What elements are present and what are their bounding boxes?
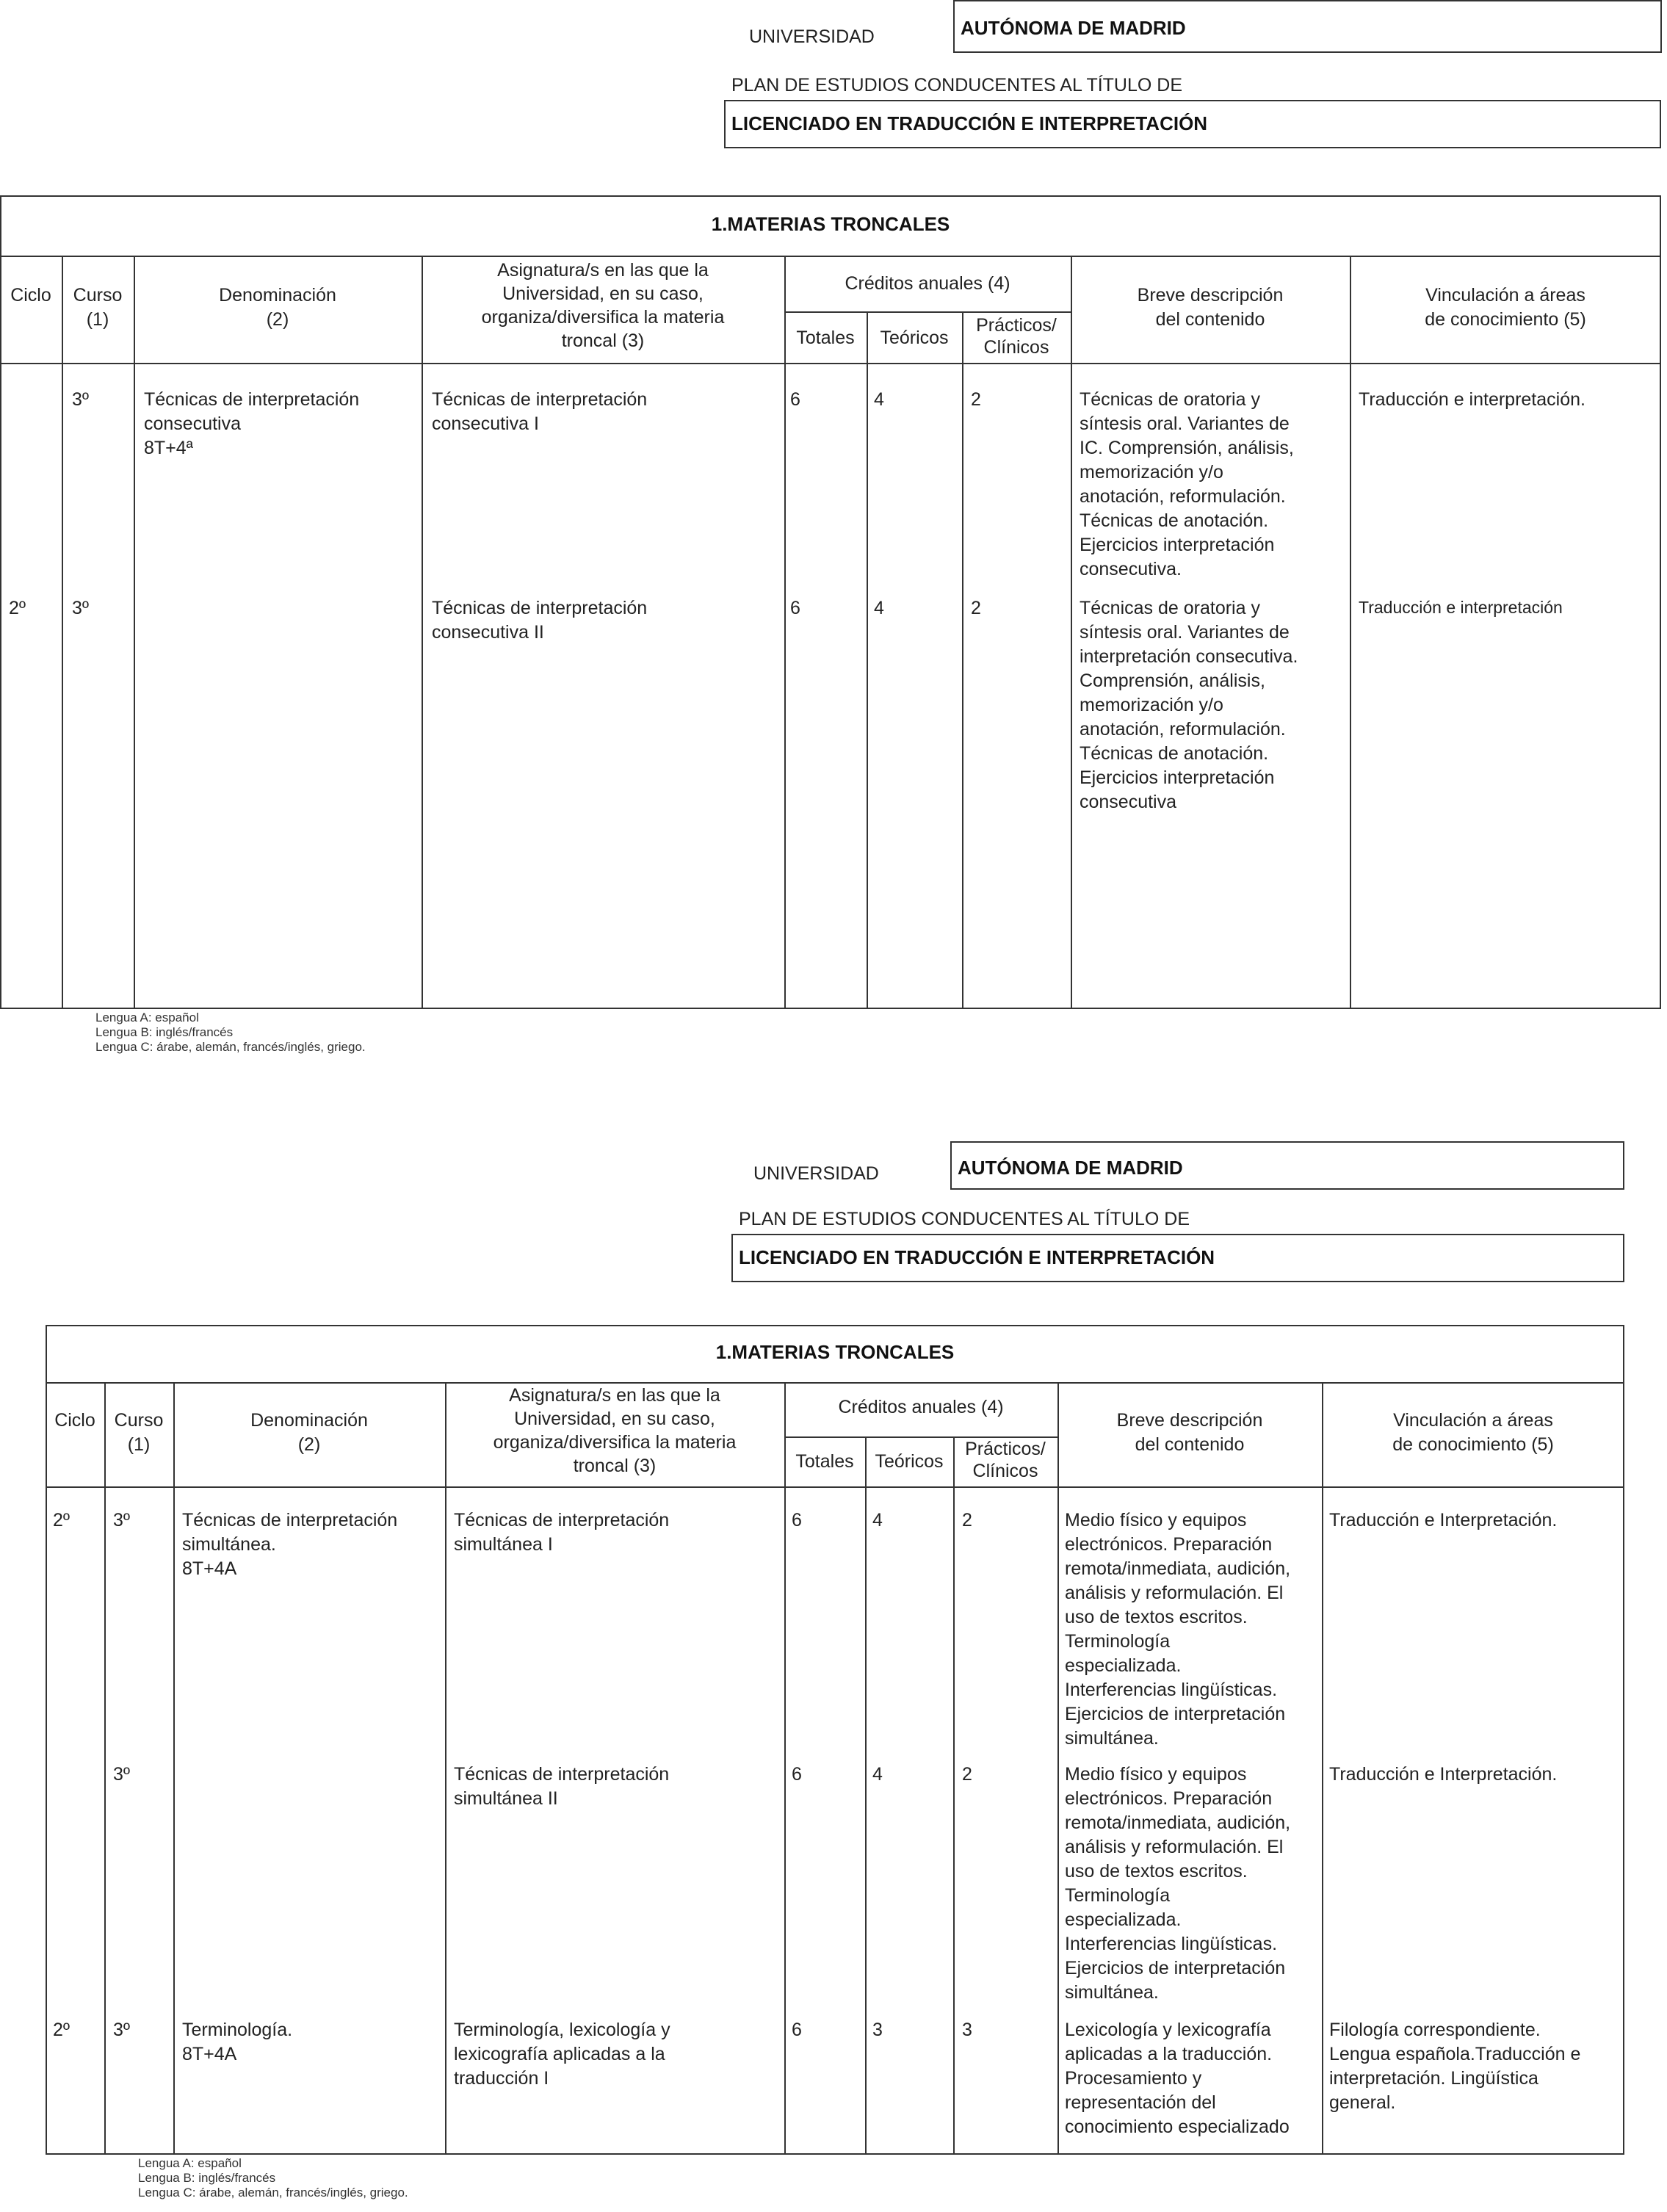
plan-label: PLAN DE ESTUDIOS CONDUCENTES AL TÍTULO DE — [739, 1209, 1190, 1229]
header-teoricos: Teóricos — [875, 1451, 944, 1472]
table-title: 1.MATERIAS TRONCALES — [715, 1341, 955, 1363]
header-ciclo: Ciclo — [54, 1410, 95, 1431]
header-creditos: Créditos anuales (4) — [845, 273, 1010, 294]
footnote-lengua-c: Lengua C: árabe, alemán, francés/inglés, griego. — [95, 1040, 366, 1054]
row-teoricos: 4 — [872, 1764, 883, 1785]
header-asignatura: Asignatura/s en las que la Universidad, en su caso, organiza/diversifica la materia troncal (3) — [481, 260, 725, 351]
row-descripcion: Medio físico y equipos electrónicos. Preparación remota/inmediata, audición, análisis y reformulación. El uso de textos escritos. Terminología especializada. Interferencias lingüísticas. Ejercicios de interpretación simultánea. — [1065, 1510, 1291, 1749]
row-totales: 6 — [792, 1510, 802, 1530]
row-teoricos: 4 — [874, 598, 884, 618]
row-vinculacion: Traducción e interpretación — [1359, 598, 1563, 617]
row-asignatura: Terminología, lexicología y lexicografía aplicadas a la traducción I — [454, 2020, 670, 2089]
header-vinculacion: Vinculación a áreas de conocimiento (5) — [1425, 285, 1586, 330]
header-ciclo: Ciclo — [10, 285, 51, 306]
footnote-lengua-a: Lengua A: español — [138, 2156, 242, 2170]
header-curso: Curso (1) — [114, 1410, 164, 1455]
header-teoricos: Teóricos — [880, 328, 949, 348]
row-denominacion: Terminología. 8T+4A — [182, 2020, 293, 2064]
header-creditos: Créditos anuales (4) — [838, 1397, 1004, 1417]
row-asignatura: Técnicas de interpretación simultánea II — [454, 1764, 670, 1809]
header-curso: Curso (1) — [73, 285, 123, 330]
row-asignatura: Técnicas de interpretación consecutiva I — [432, 389, 648, 434]
row-descripcion: Técnicas de oratoria y síntesis oral. Variantes de interpretación consecutiva. Comprensión, análisis, memorización y/o anotación, reformulación. Técnicas de anotación. Ejercicios interpretación consecutiva — [1080, 598, 1298, 812]
universidad-value: AUTÓNOMA DE MADRID — [958, 1157, 1183, 1179]
row-denominacion: Técnicas de interpretación consecutiva 8T+4ª — [144, 389, 360, 458]
row-vinculacion: Traducción e Interpretación. — [1329, 1764, 1558, 1785]
row-vinculacion: Filología correspondiente. Lengua española.Traducción e interpretación. Lingüística general. — [1329, 2020, 1581, 2113]
header-totales: Totales — [795, 1451, 854, 1472]
header-asignatura: Asignatura/s en las que la Universidad, en su caso, organiza/diversifica la materia troncal (3) — [493, 1385, 737, 1476]
row-practicos: 2 — [971, 598, 981, 618]
row-ciclo: 2º — [53, 2020, 70, 2040]
titulo-value: LICENCIADO EN TRADUCCIÓN E INTERPRETACIÓN — [731, 112, 1208, 134]
row-vinculacion: Traducción e Interpretación. — [1329, 1510, 1558, 1530]
row-teoricos: 3 — [872, 2020, 883, 2040]
row-practicos: 2 — [962, 1510, 972, 1530]
row-teoricos: 4 — [874, 389, 884, 410]
row-teoricos: 4 — [872, 1510, 883, 1530]
universidad-value: AUTÓNOMA DE MADRID — [961, 17, 1186, 39]
footnote-lengua-a: Lengua A: español — [95, 1011, 199, 1024]
row-totales: 6 — [792, 2020, 802, 2040]
plan-label: PLAN DE ESTUDIOS CONDUCENTES AL TÍTULO DE — [731, 75, 1183, 95]
row-curso: 3º — [113, 2020, 131, 2040]
footnote-lengua-c: Lengua C: árabe, alemán, francés/inglés, griego. — [138, 2186, 408, 2200]
titulo-box — [731, 1234, 1624, 1282]
row-curso: 3º — [113, 1510, 131, 1530]
universidad-label: UNIVERSIDAD — [753, 1163, 879, 1184]
row-ciclo: 2º — [53, 1510, 70, 1530]
row-descripcion: Medio físico y equipos electrónicos. Preparación remota/inmediata, audición, análisis y reformulación. El uso de textos escritos. Terminología especializada. Interferencias lingüísticas. Ejercicios de interpretación simultánea. — [1065, 1764, 1291, 2003]
row-totales: 6 — [790, 598, 800, 618]
row-curso: 3º — [72, 389, 90, 410]
row-totales: 6 — [792, 1764, 802, 1785]
titulo-value: LICENCIADO EN TRADUCCIÓN E INTERPRETACIÓN — [739, 1246, 1215, 1268]
header-practicos: Prácticos/ Clínicos — [976, 315, 1057, 358]
row-curso: 3º — [113, 1764, 131, 1785]
row-descripcion: Lexicología y lexicografía aplicadas a la traducción. Procesamiento y representación del conocimiento especializado — [1065, 2020, 1290, 2137]
universidad-box — [953, 0, 1662, 53]
header-practicos: Prácticos/ Clínicos — [965, 1439, 1046, 1481]
header-denominacion: Denominación (2) — [250, 1410, 368, 1455]
row-curso: 3º — [72, 598, 90, 618]
header-totales: Totales — [796, 328, 855, 348]
row-asignatura: Técnicas de interpretación simultánea I — [454, 1510, 670, 1555]
row-asignatura: Técnicas de interpretación consecutiva II — [432, 598, 648, 643]
row-denominacion: Técnicas de interpretación simultánea. 8T+4A — [182, 1510, 398, 1579]
row-practicos: 3 — [962, 2020, 972, 2040]
row-practicos: 2 — [962, 1764, 972, 1785]
footnote-lengua-b: Lengua B: inglés/francés — [138, 2171, 276, 2185]
footnote-lengua-b: Lengua B: inglés/francés — [95, 1025, 234, 1039]
titulo-box — [724, 100, 1661, 148]
row-ciclo: 2º — [9, 598, 26, 618]
row-practicos: 2 — [971, 389, 981, 410]
header-descripcion: Breve descripción del contenido — [1137, 285, 1284, 330]
row-descripcion: Técnicas de oratoria y síntesis oral. Variantes de IC. Comprensión, análisis, memorización y/o anotación, reformulación. Técnicas de anotación. Ejercicios interpretación consecutiva. — [1080, 389, 1294, 579]
universidad-label: UNIVERSIDAD — [749, 26, 875, 47]
row-vinculacion: Traducción e interpretación. — [1359, 389, 1585, 410]
header-denominacion: Denominación (2) — [219, 285, 336, 330]
header-descripcion: Breve descripción del contenido — [1116, 1410, 1263, 1455]
header-vinculacion: Vinculación a áreas de conocimiento (5) — [1392, 1410, 1554, 1455]
universidad-box — [950, 1141, 1624, 1190]
table-title: 1.MATERIAS TRONCALES — [711, 213, 950, 235]
row-totales: 6 — [790, 389, 800, 410]
